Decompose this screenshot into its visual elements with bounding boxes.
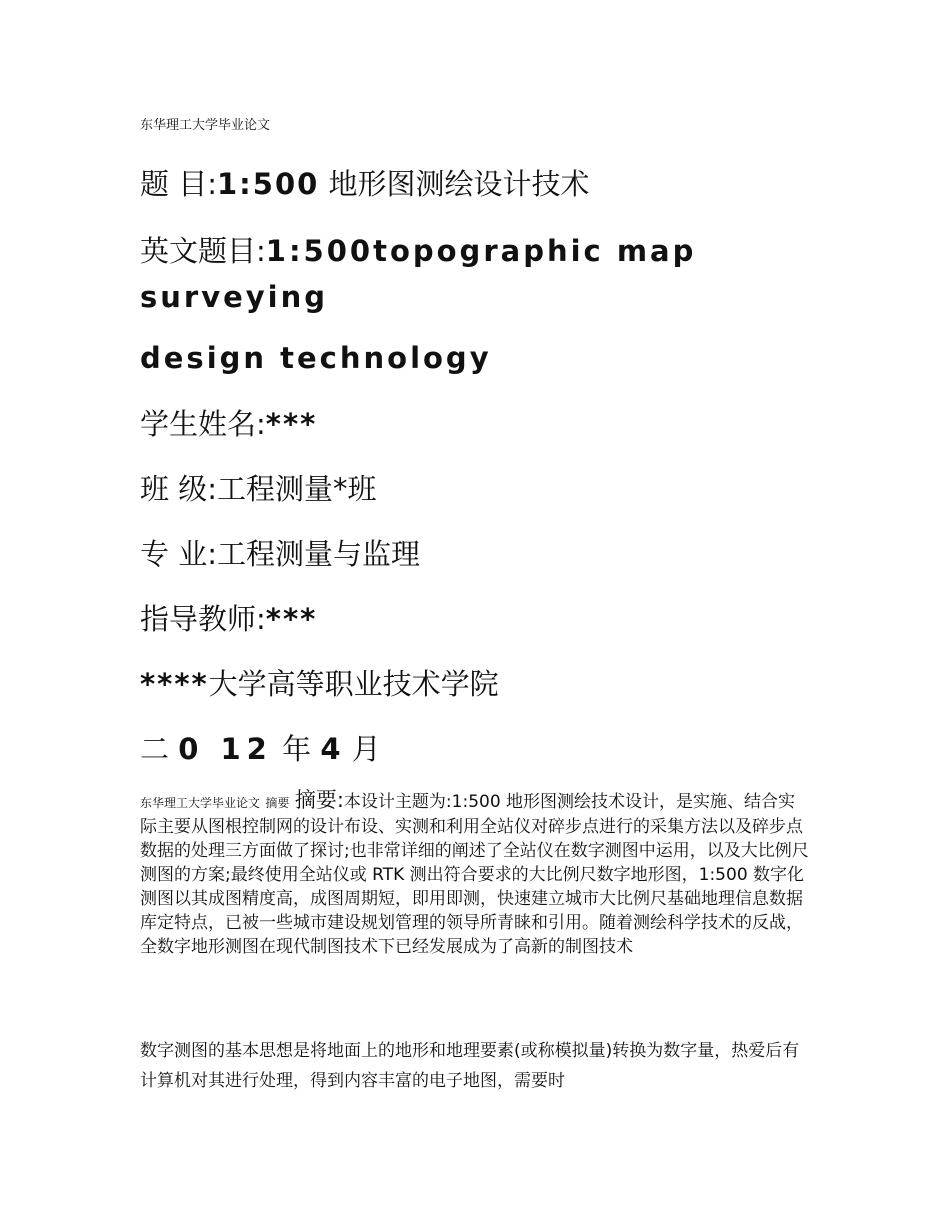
college-name: 大学高等职业技术学院 — [208, 667, 499, 701]
student-label: 学生姓名: — [140, 407, 266, 441]
title-scale: 1:500 — [217, 167, 320, 201]
abstract-label-small: 摘要 — [265, 796, 290, 810]
english-title — [140, 228, 820, 320]
date-month: 月 — [351, 732, 381, 766]
abstract-body: 本设计主题为:1:500 地形图测绘技术设计，是实施、结合实际主要从图根控制网的设计布设、实测和利用全站仪对碎步点进行的采集方法以及碎步点数据的处理三方面做了探讨;也非常详细的阐述了全站仪在数字测图中运用，以及大比例尺测图的方案;最终使用全站仪或 RTK 测出符合要求的大比例尺数字地形图，1:500 数字化测图以其成图精度高，成图周期短，即用即测，快速建立城市大比例尺基础地理信息数据库定特点，已被一些城市建设规划管理的领导所青睐和引用。随着测绘科学技术的反战，全数字地形测图在现代制图技术下已经发展成为了高新的制图技术 — [140, 792, 809, 957]
advisor-line — [140, 599, 317, 639]
document-header: 东华理工大学毕业论文 — [140, 118, 271, 133]
abstract-label: 摘要: — [294, 788, 344, 812]
title-text: 地形图测绘设计技术 — [328, 167, 590, 201]
date-text: 二 — [140, 732, 170, 766]
date-year: 年 — [282, 732, 312, 766]
abstract-header-small: 东华理工大学毕业论文 — [140, 796, 261, 810]
class-line — [140, 469, 377, 509]
major-label: 专 业: — [140, 537, 217, 571]
college-line — [140, 664, 499, 704]
major-value: 工程测量与监理 — [217, 537, 421, 571]
advisor-label: 指导教师: — [140, 602, 266, 636]
title-line — [140, 164, 590, 204]
date-num2: 4 — [320, 732, 343, 766]
class-label: 班 级: — [140, 472, 217, 506]
title-label: 题 目: — [140, 167, 217, 201]
english-title-text: 1:500topographic map surveying — [140, 234, 697, 314]
college-stars: **** — [140, 667, 209, 701]
advisor-value: *** — [265, 602, 318, 636]
class-value: 工程测量*班 — [217, 472, 377, 506]
student-line — [140, 404, 317, 444]
student-value: *** — [265, 407, 318, 441]
english-title-line3: design technology — [140, 341, 492, 375]
abstract-paragraph — [140, 788, 812, 959]
body-paragraph: 数字测图的基本思想是将地面上的地形和地理要素(或称模拟量)转换为数字量，热爱后有计算机对其进行处理，得到内容丰富的电子地图，需要时 — [140, 1041, 800, 1091]
major-line — [140, 534, 420, 574]
date-num1: 0 12 — [178, 732, 273, 766]
date-line — [140, 729, 381, 769]
english-title-label: 英文题目: — [140, 234, 266, 268]
